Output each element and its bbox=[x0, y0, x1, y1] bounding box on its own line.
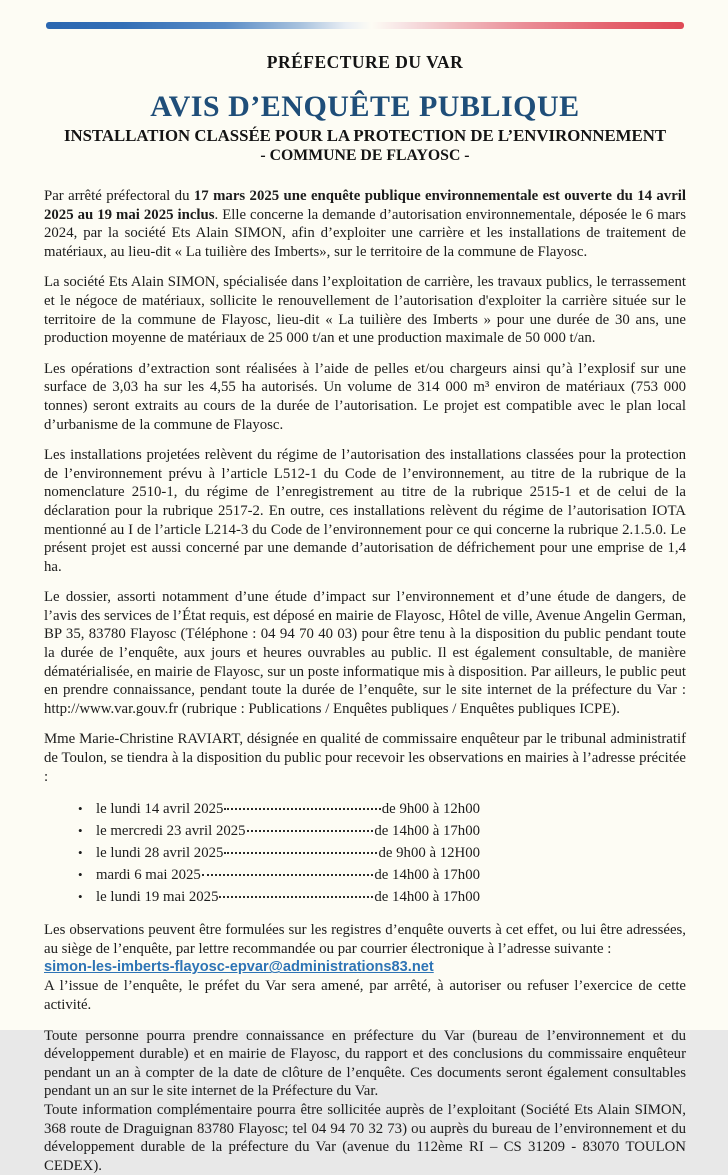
paragraph-consultation-rapport: Toute personne pourra prendre connaissance en préfecture du Var (bureau de l’environnement et du développement durable) et en mairie de Flayosc, du rapport et des conclusions du commissaire enquêteur pendant un an à compter de la date de clôture de l’enquête. Ces documents seront également consultables pendant un an sur le site internet de la Préfecture du Var. bbox=[44, 1027, 686, 1100]
paragraph-regime: Les installations projetées relèvent du régime de l’autorisation des installations classées pour la protection de l’environnement prévu à l’article L512-1 du Code de l’environnement, au titre de la rubrique de la nomenclature 2510-1, du régime de l’enregistrement au titre de la rubrique 2515-1 et de celui de la déclaration pour la rubrique 2517-2. En outre, ces installations relèvent du régime de l’autorisation IOTA mentionné au I de l’article L214-3 du Code de l’environnement pour ce qui concerne la rubrique 2.1.5.0. Le présent projet est aussi concerné par une demande d’autorisation de défrichement pour une emprise de 1,4 ha. bbox=[44, 447, 686, 575]
permanence-schedule-list bbox=[44, 798, 480, 908]
paragraph-arrete-lead: Par arrêté préfectoral du bbox=[44, 188, 194, 204]
schedule-date: mardi 6 mai 2025 bbox=[96, 867, 201, 884]
paragraph-information-complementaire: Toute information complémentaire pourra être sollicitée auprès de l’exploitant (Société Ets Alain SIMON, 368 route de Draguignan 83780 Flayosc; tel 04 94 70 32 73) ou auprès du bureau de l’environnement et du développement durable de la préfecture du Var (avenue du 112ème RI – CS 31209 - 83070 TOULON CEDEX). bbox=[44, 1101, 686, 1174]
paragraph-arrete-bold-dates: 17 mars 2025 une enquête publique environnementale est ouverte du 14 avril 2025 au 19 mai 2025 inclus bbox=[44, 188, 686, 223]
bullet-icon: • bbox=[78, 889, 83, 905]
bullet-icon: • bbox=[78, 867, 83, 883]
schedule-item bbox=[78, 820, 480, 842]
schedule-time: de 14h00 à 17h00 bbox=[374, 823, 480, 840]
notice-title: AVIS D’ENQUÊTE PUBLIQUE bbox=[150, 90, 580, 123]
schedule-item bbox=[78, 798, 480, 820]
paragraph-societe: La société Ets Alain SIMON, spécialisée dans l’exploitation de carrière, les travaux publics, le terrassement et le négoce de matériaux, sollicite le renouvellement de l’autorisation d'exploiter la carrière située sur le territoire de la commune de Flayosc, lieu-dit « La tuilière des Imberts » pour une durée de 30 ans, une production moyenne de matériaux de 25 000 t/an et une production maximale de 50 000 t/an. bbox=[44, 274, 686, 347]
paragraph-issue-enquete: A l’issue de l’enquête, le préfet du Var sera amené, par arrêté, à autoriser ou refuser l’exercice de cette activité. bbox=[44, 978, 686, 1013]
agency-name: PRÉFECTURE DU VAR bbox=[266, 52, 464, 72]
schedule-item bbox=[78, 886, 480, 908]
dotted-leader bbox=[202, 874, 374, 876]
schedule-time: de 14h00 à 17h00 bbox=[374, 889, 480, 906]
paragraph-arrete bbox=[44, 187, 686, 261]
commune-line: - COMMUNE DE FLAYOSC - bbox=[260, 147, 470, 164]
schedule-date: le lundi 28 avril 2025 bbox=[96, 845, 224, 862]
paragraph-commissaire: Mme Marie-Christine RAVIART, désignée en qualité de commissaire enquêteur par le tribunal administratif de Toulon, se tiendra à la disposition du public pour recevoir les observations en mairies à l’adresse précitée : bbox=[44, 731, 686, 785]
schedule-time: de 9h00 à 12h00 bbox=[381, 801, 480, 818]
dotted-leader bbox=[224, 808, 380, 810]
schedule-item bbox=[78, 864, 480, 886]
bullet-icon: • bbox=[78, 823, 83, 839]
dotted-leader bbox=[224, 852, 377, 854]
paragraph-arrete-rest: . Elle concerne la demande d’autorisation environnementale, déposée le 6 mars 2024, par la société Ets Alain SIMON, afin d’exploiter une carrière et les installations de traitement de matériaux, au lieu-dit « La tuilière des Imberts», sur le territoire de la commune de Flayosc. bbox=[44, 206, 686, 260]
paragraph-dossier: Le dossier, assorti notamment d’une étude d’impact sur l’environnement et d’une étude de dangers, de l’avis des services de l’État requis, est déposé en mairie de Flayosc, Hôtel de ville, Avenue Angelin German, BP 35, 83780 Flayosc (Téléphone : 04 94 70 40 03) pour être tenu à la disposition du public pendant toute la durée de l’enquête, aux jours et heures ouvrables au public. Il est également consultable, de manière dématérialisée, en mairie de Flayosc, sur un poste informatique mis à disposition. Par ailleurs, le public peut en prendre connaissance, pendant toute la durée de l’enquête, sur le site internet de la préfecture du Var : http://www.var.gouv.fr (rubrique : Publications / Enquêtes publiques / Enquêtes publiques ICPE). bbox=[44, 589, 686, 717]
schedule-date: le mercredi 23 avril 2025 bbox=[96, 823, 246, 840]
schedule-date: le lundi 14 avril 2025 bbox=[96, 801, 224, 818]
french-tricolor-bar bbox=[46, 22, 684, 29]
schedule-time: de 14h00 à 17h00 bbox=[374, 867, 480, 884]
paragraph-observations: Les observations peuvent être formulées sur les registres d’enquête ouverts à cet effet, ou lui être adressées, au siège de l’enquête, par lettre recommandée ou par courrier électronique à l’adresse suivante : bbox=[44, 922, 686, 957]
bullet-icon: • bbox=[78, 801, 83, 817]
notice-subtitle: INSTALLATION CLASSÉE POUR LA PROTECTION DE L’ENVIRONNEMENT bbox=[63, 126, 667, 145]
dotted-leader bbox=[219, 896, 373, 898]
schedule-date: le lundi 19 mai 2025 bbox=[96, 889, 219, 906]
dotted-leader bbox=[247, 830, 374, 832]
schedule-item bbox=[78, 842, 480, 864]
schedule-time: de 9h00 à 12H00 bbox=[378, 845, 480, 862]
document-body bbox=[44, 187, 686, 1175]
bullet-icon: • bbox=[78, 845, 83, 861]
email-link[interactable]: simon-les-imberts-flayosc-epvar@administrations83.net bbox=[44, 959, 434, 976]
paragraph-extraction: Les opérations d’extraction sont réalisées à l’aide de pelles et/ou chargeurs ainsi qu’à l’explosif sur une surface de 3,03 ha sur les 4,55 ha autorisés. Un volume de 314 000 m³ environ de matériaux (753 000 tonnes) seront extraits au cours de la durée de l’autorisation. Le projet est compatible avec le plan local d’urbanisme de la commune de Flayosc. bbox=[44, 360, 686, 433]
